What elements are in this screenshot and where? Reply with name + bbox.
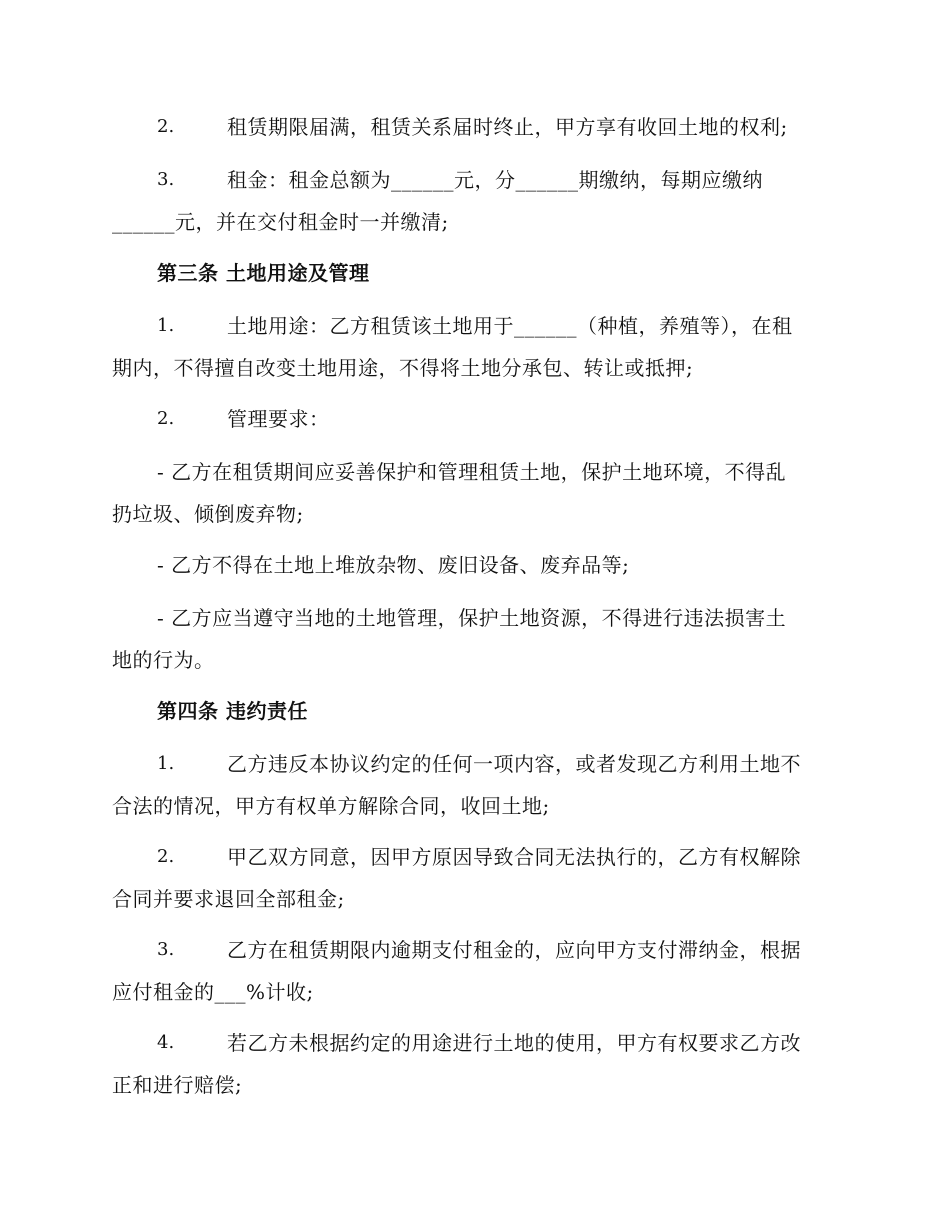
item-text: 租赁期限届满，租赁关系届时终止，甲方享有收回土地的权利; bbox=[227, 115, 788, 139]
item-number: 3. bbox=[157, 939, 175, 960]
item-number: 3. bbox=[157, 169, 175, 190]
item-number: 1. bbox=[157, 753, 175, 774]
item-number: 2. bbox=[157, 846, 175, 867]
item-text-continued: 合法的情况，甲方有权单方解除合同，收回土地; bbox=[112, 794, 550, 818]
item-number: 4. bbox=[157, 1032, 175, 1053]
bullet-text: - 乙方在租赁期间应妥善保护和管理租赁土地，保护土地环境，不得乱 bbox=[157, 460, 787, 484]
item-number: 2. bbox=[157, 408, 175, 429]
item-text-continued: 期内，不得擅自改变土地用途，不得将土地分承包、转让或抵押; bbox=[112, 356, 694, 380]
item-text: 土地用途：乙方租赁该土地用于______（种植，养殖等），在租 bbox=[227, 314, 793, 338]
item-text: 若乙方未根据约定的用途进行土地的使用，甲方有权要求乙方改 bbox=[227, 1031, 801, 1055]
section-heading: 第四条 违约责任 bbox=[157, 699, 308, 723]
bullet-text-continued: 地的行为。 bbox=[112, 648, 215, 672]
bullet-text: - 乙方不得在土地上堆放杂物、废旧设备、废弃品等; bbox=[157, 553, 630, 577]
item-text-continued: ______元，并在交付租金时一并缴清; bbox=[112, 210, 449, 234]
item-number: 1. bbox=[157, 315, 175, 336]
item-number: 2. bbox=[157, 116, 175, 137]
item-text: 甲乙双方同意，因甲方原因导致合同无法执行的，乙方有权解除 bbox=[227, 845, 801, 869]
bullet-text: - 乙方应当遵守当地的土地管理，保护土地资源，不得进行违法损害土 bbox=[157, 606, 787, 630]
item-text-continued: 正和进行赔偿; bbox=[112, 1073, 243, 1097]
item-text: 管理要求： bbox=[227, 407, 330, 431]
item-text: 乙方在租赁期限内逾期支付租金的，应向甲方支付滞纳金，根据 bbox=[227, 938, 801, 962]
bullet-text-continued: 扔垃圾、倾倒废弃物; bbox=[112, 502, 304, 526]
item-text: 乙方违反本协议约定的任何一项内容，或者发现乙方利用土地不 bbox=[227, 752, 801, 776]
section-heading: 第三条 土地用途及管理 bbox=[157, 261, 370, 285]
item-text-continued: 应付租金的___%计收; bbox=[112, 980, 314, 1004]
item-text: 租金：租金总额为______元，分______期缴纳，每期应缴纳 bbox=[227, 168, 763, 192]
item-text-continued: 合同并要求退回全部租金; bbox=[112, 887, 345, 911]
